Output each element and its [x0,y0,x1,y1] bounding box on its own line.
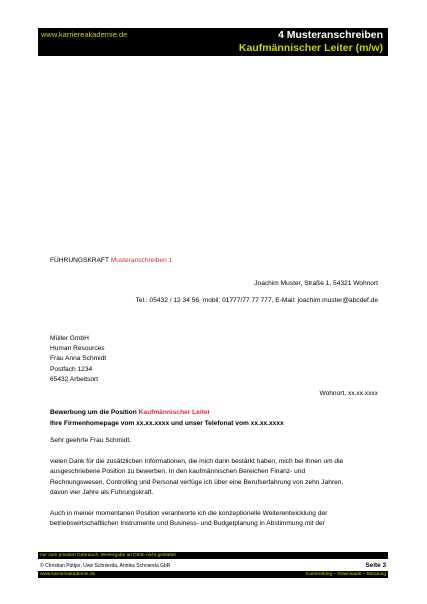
paragraph1-line-2: ausgeschriebene Position zu bewerben. In den kaufmännischen Bereichen Finanz- und [50,468,306,475]
subject-prefix: Bewerbung um die Position [50,409,137,416]
sender-address: Joachim Muster, Straße 1, 54321 Wohnort [254,280,378,287]
footer-url-link[interactable]: www.karriereakademie.de [40,572,96,577]
paragraph2-line-1: Auch in meiner momentanen Position verantworte ich die konzeptionelle Weiterentwicklung der [50,510,328,517]
paragraph1-line-1: vielen Dank für die zusätzlichen Informationen, die mich darin bestärkt haben, mich bei Ihnen um die [50,458,344,465]
paragraph1-line-3: Rechnungswesen, Controlling und Personal verfüge ich über eine Berufserfahrung von zehn Jahren, [50,479,344,486]
recipient-line-4: Postfach 1234 [50,366,93,373]
recipient-line-1: Müller GmbH [50,335,89,342]
category-line [50,257,172,266]
header-subtitle: Kaufmännischer Leiter (m/w) [238,42,383,54]
header-url-link[interactable]: www.karriereakademie.de [41,30,128,39]
category-highlight: Musteranschreiben 1 [110,257,173,264]
footer-copyright: © Christian Püttjer, Uwe Schnierda, Annika Schnierda GbR [40,563,171,569]
salutation: Sehr geehrte Frau Schmidt, [50,437,131,444]
subject-highlight: Kaufmännischer Leiter [138,409,211,416]
sender-contact: Tel.: 05432 / 12 34 56, mobil: 01777/77 77 777, E-Mail: joachim.muster@abcdef.de [135,297,378,304]
subject-reference: Ihre Firmenhomepage vom xx.xx.xxxx und unser Telefonat vom xx.xx.xxxx [50,420,284,427]
footer-links[interactable]: Karriereblog – Downloads – Beratung [306,572,386,577]
page-number: Seite 3 [365,562,386,569]
recipient-line-2: Human Resources [50,345,105,352]
footer-note: nur zum privaten Gebrauch, Weitergabe an Dritte nicht gestattet [40,553,176,558]
paragraph1-line-4: davon vier Jahre als Führungskraft. [50,489,154,496]
recipient-line-3: Frau Anna Schmidt [50,355,107,362]
recipient-line-5: 65432 Arbeitsort [50,376,99,383]
date-line: Wohnort, xx.xx.xxxx [319,390,378,397]
category-prefix: FÜHRUNGSKRAFT [50,257,109,264]
header-title: 4 Musteranschreiben [277,29,383,41]
subject-line [50,409,210,418]
paragraph2-line-2: betriebswirtschaftlichen Instrumente und Business- und Budgetplanung in Abstimmung mit der [50,520,325,527]
header-bar [38,28,388,56]
